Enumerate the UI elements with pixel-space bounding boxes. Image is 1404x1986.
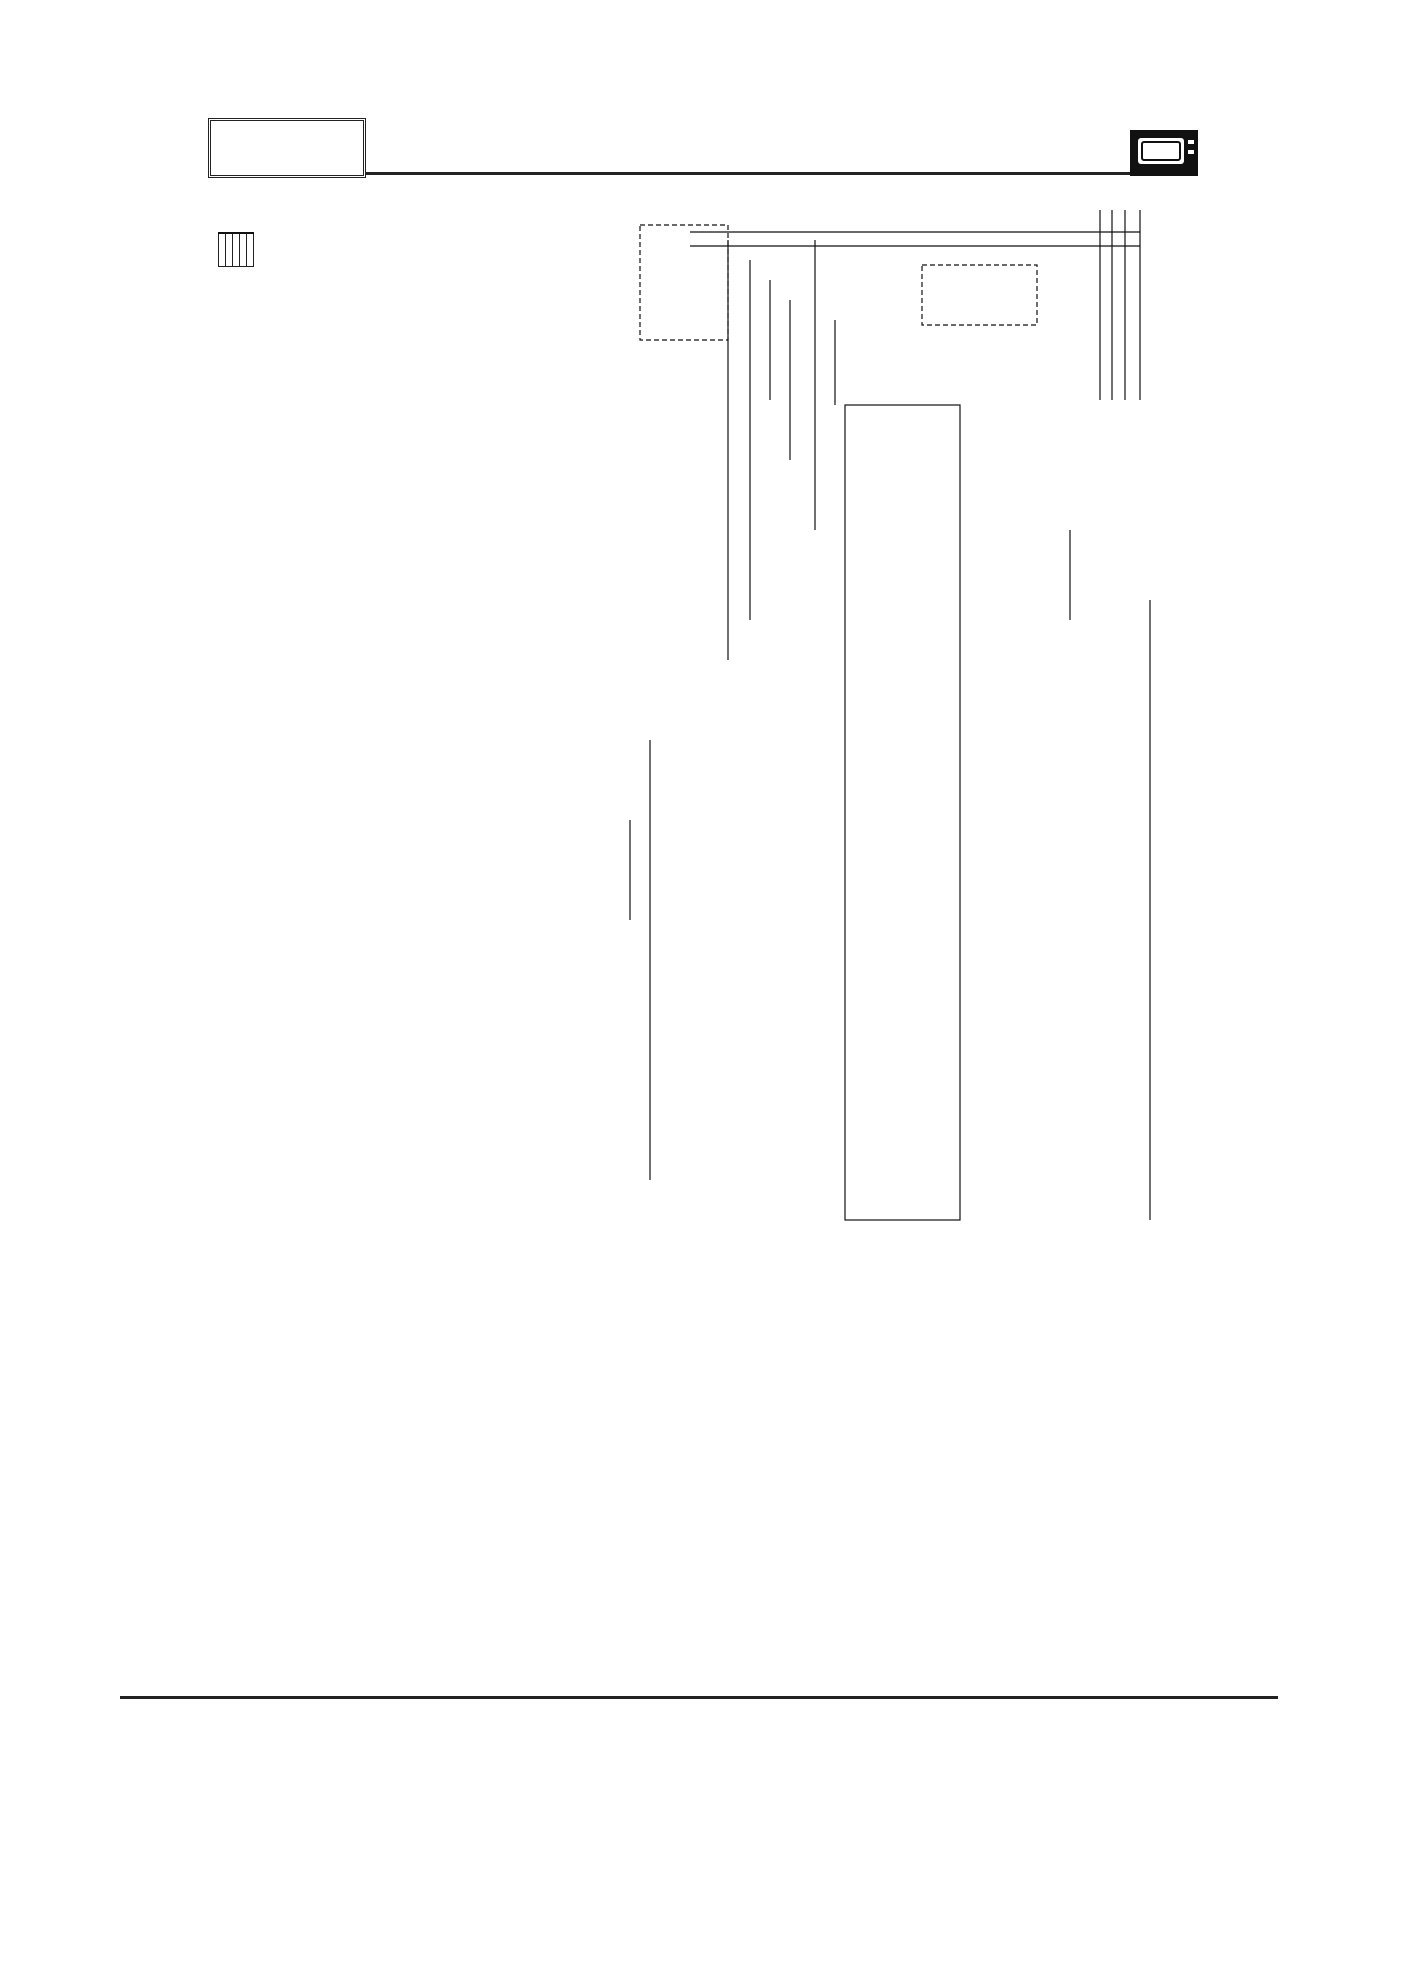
television-icon	[1128, 128, 1200, 178]
bottom-rule	[120, 1696, 1278, 1699]
col-header-static	[240, 233, 247, 267]
col-header-resistance	[247, 233, 254, 267]
tda9373-schematic	[620, 200, 1175, 1260]
col-header-pin	[219, 233, 226, 267]
section-header-frame	[208, 118, 366, 178]
page-footer	[248, 1494, 276, 1518]
ic201-body	[845, 405, 960, 1220]
header-rule	[366, 172, 1136, 175]
pin-voltage-table	[218, 232, 254, 267]
col-header-function	[226, 233, 233, 267]
col-header-dynamic	[233, 233, 240, 267]
